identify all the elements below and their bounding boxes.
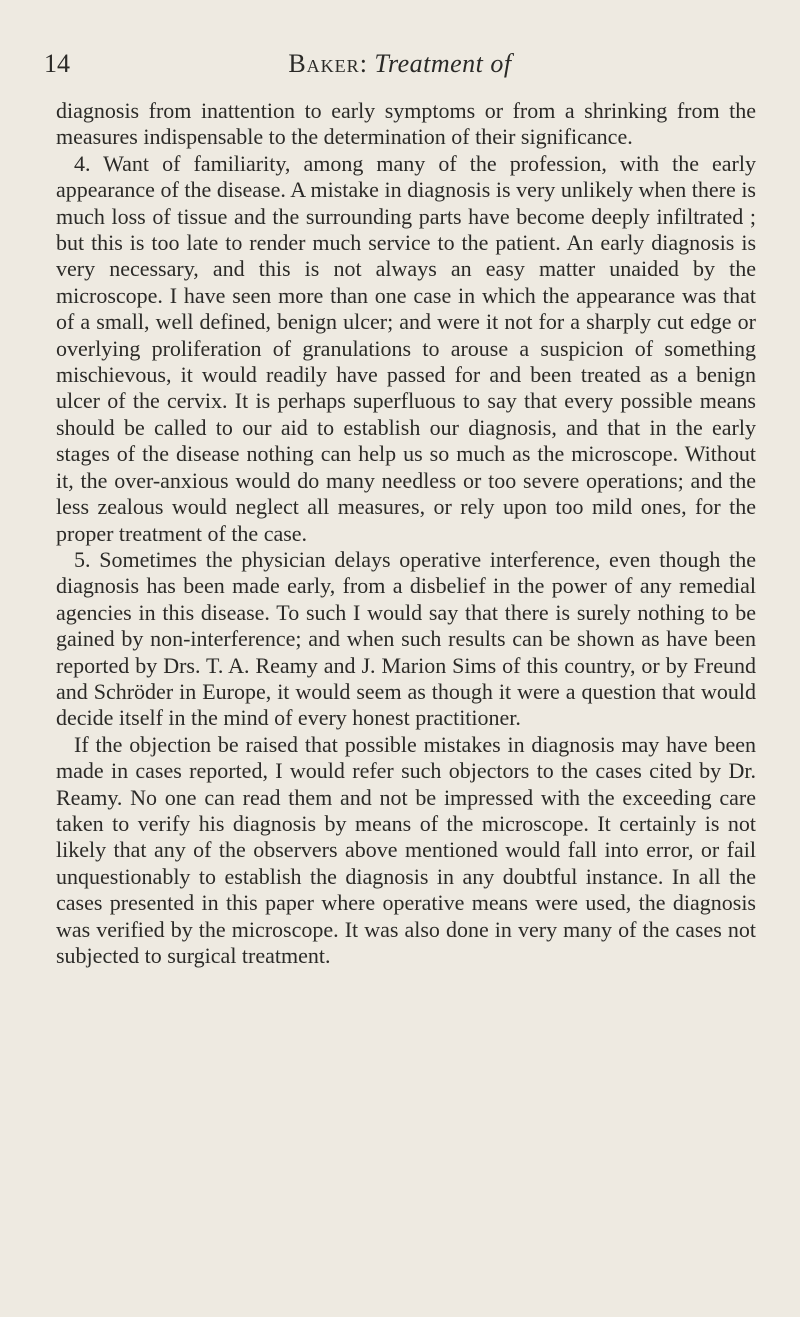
paragraph-point-4: 4. Want of familiarity, among many of the profession, with the early appearance of the disease. A mistake in diagnosis is very unlikely when there is much loss of tissue and the surrounding parts have become deeply infiltrated ; but this is too late to render much service to the patient. An early diagnosis is very necessary, and this is not always an easy matter unaided by the microscope. I have seen more than one case in which the appearance was that of a small, well defined, benign ulcer; and were it not for a sharply cut edge or overlying proliferation of granulations to arouse a suspicion of something mischievous, it would readily have passed for and been treated as a benign ulcer of the cervix. It is perhaps superfluous to say that every possible means should be called to our aid to establish our diagnosis, and that in the early stages of the disease nothing can help us so much as the microscope. Without it, the over-anxious would do many needless or too severe operations; and the less zealous would neglect all measures, or rely upon too mild ones, for the proper treatment of the case. [56,150,756,546]
paragraph-objection: If the objection be raised that possible mistakes in diagnosis may have been made in cases reported, I would refer such objectors to the cases cited by Dr. Reamy. No one can read them and not be impressed with the exceeding care taken to verify his diagnosis by means of the microscope. It certainly is not likely that any of the observers above mentioned would fall into error, or fail unquestionably to establish the diagnosis in any doubtful instance. In all the cases presented in this paper where operative means were used, the diagnosis was verified by the microscope. It was also done in very many of the cases not subjected to surgical treatment. [56,731,756,968]
running-head-author: Baker [288,49,360,78]
running-head [0,44,800,84]
paragraph-point-5: 5. Sometimes the physician delays operative interference, even though the diagnosis has been made early, from a disbelief in the power of any remedial agencies in this disease. To such I would say that there is surely nothing to be gained by non-interference; and when such results can be shown as have been reported by Drs. T. A. Reamy and J. Marion Sims of this country, or by Freund and Schröder in Europe, it would seem as though it were a question that would decide itself in the mind of every honest practitioner. [56,546,756,731]
running-head-separator: : [359,49,368,78]
page-header [0,44,800,84]
paragraph-continued: diagnosis from inattention to early symptoms or from a shrinking from the measures indispensable to the determination of their significance. [56,98,756,150]
running-head-title: Treatment of [374,49,512,78]
body-text [56,98,756,969]
page-number: 14 [44,49,70,78]
